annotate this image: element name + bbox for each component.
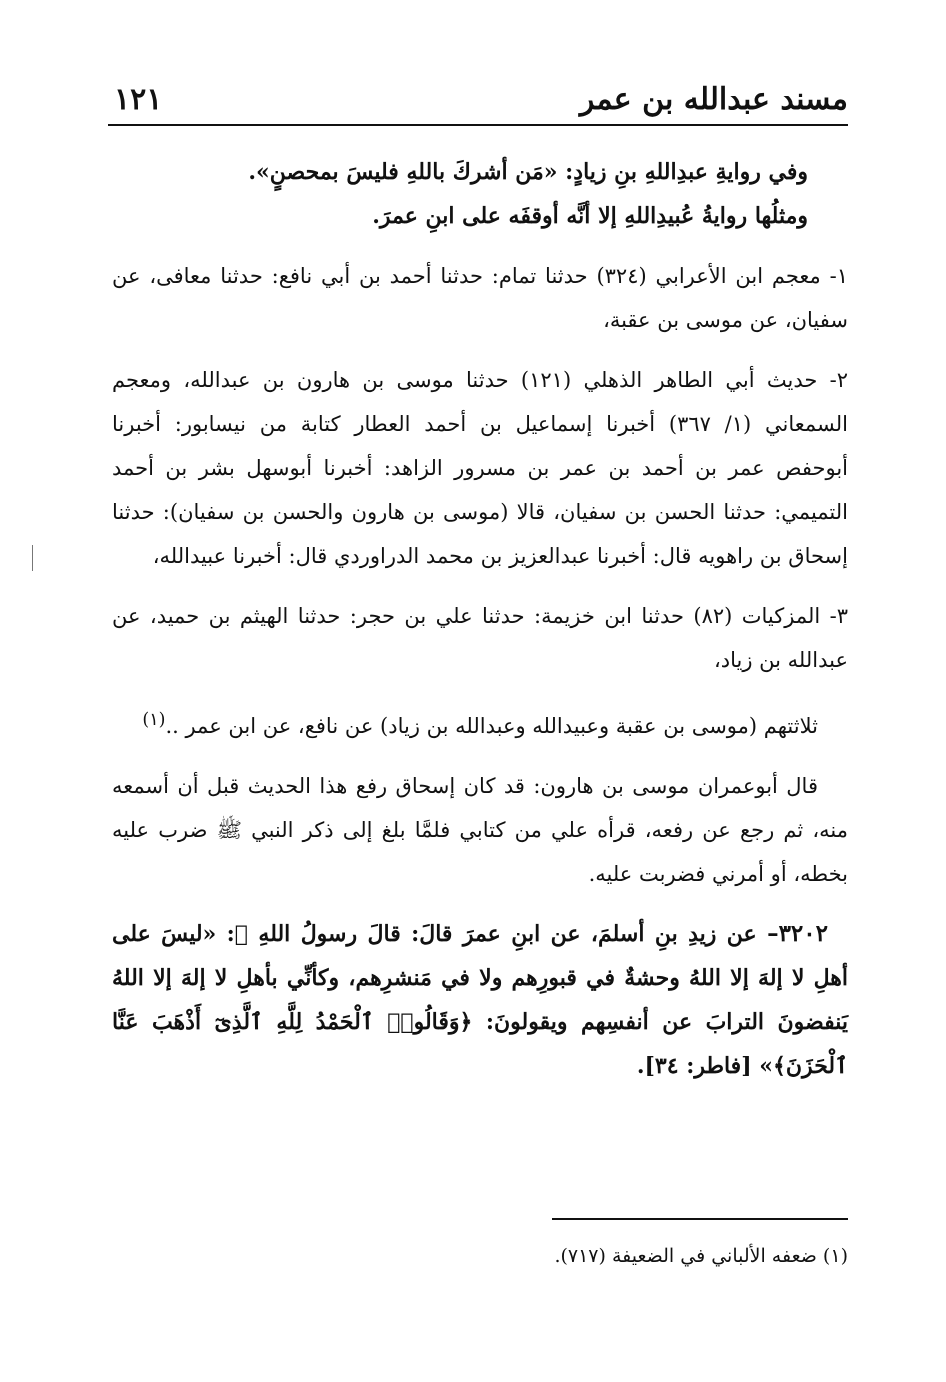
source-paragraph-2: ٢- حديث أبي الطاهر الذهلي (١٢١) حدثنا موسى بن هارون بن عبدالله، ومعجم السمعاني (١/ ٣٦٧) أخبرنا إسماعيل بن أحمد العطار كتابة من نيسابور: أخبرنا أبوحفص عمر بن أحمد بن عمر بن مسرور الزاهد: أخبرنا أبوسهل بشر بن أحمد التميمي: حدثنا الحسن بن سفيان، قالا (موسى بن هارون والحسن بن سفيان): حدثنا إسحاق بن راهويه قال: أخبرنا عبدالعزيز بن محمد الدراوردي قال: أخبرنا عبيدالله، [112,368,849,568]
footnote: (١) ضعفه الألباني في الضعيفة (٧١٧). [554,1245,848,1267]
page-header [108,78,848,126]
hadith-text: عن زيدِ بنِ أسلمَ، عن ابنِ عمرَ قالَ: قالَ رسولُ اللهِ ﷺ: «ليسَ على أهلِ لا إلهَ إلا اللهُ وحشةٌ في قبورِهم ولا في مَنشرِهم، وكأنِّي بأهلِ لا إلهَ إلا اللهُ يَنفضونَ الترابَ عن أنفسِهم ويقولونَ: ﴿وَقَالُوا۟ ٱلْحَمْدُ لِلَّهِ ٱلَّذِىٓ أَذْهَبَ عَنَّا ٱلْحَزَنَ﴾» [فاطر: ٣٤]. [112,921,848,1079]
scan-mark [32,545,33,571]
source-paragraph-1: ١- معجم ابن الأعرابي (٣٢٤) حدثنا تمام: حدثنا أحمد بن أبي نافع: حدثنا معافى، عن سفيان، عن موسى بن عقبة، [112,264,848,332]
narration-variant-1: وفي روايةِ عبدِاللهِ بنِ زيادٍ: «مَن أشركَ باللهِ فليسَ بمحصنٍ». [248,159,808,185]
footnote-marker: (١) [142,710,166,730]
narration-variant-2: ومثلُها روايةُ عُبيدِاللهِ إلا أنَّه أوقفَه على ابنِ عمرَ. [372,203,808,229]
chain-summary [112,698,848,748]
chain-summary-text: ثلاثتهم (موسى بن عقبة وعبيدالله وعبدالله بن زياد) عن نافع، عن ابن عمر .. [165,714,818,738]
source-paragraph-3: ٣- المزكيات (٨٢) حدثنا ابن خزيمة: حدثنا علي بن حجر: حدثنا الهيثم بن حميد، عن عبدالله بن زياد، [112,604,848,672]
commentary-paragraph: قال أبوعمران موسى بن هارون: قد كان إسحاق رفع هذا الحديث قبل أن أسمعه منه، ثم رجع عن رفعه، قرأه علي من كتابي فلمَّا بلغ إلى ذكر النبي ﷺ ضرب عليه بخطه، أو أمرني فضربت عليه. [112,774,848,886]
footnote-divider [552,1218,848,1220]
page-number: ١٢١ [114,82,163,117]
running-title: مسند عبدالله بن عمر [579,82,848,117]
hadith-number: ٣٢٠٢– [767,920,828,947]
main-text [112,150,848,1088]
hadith-paragraph [112,912,848,1088]
